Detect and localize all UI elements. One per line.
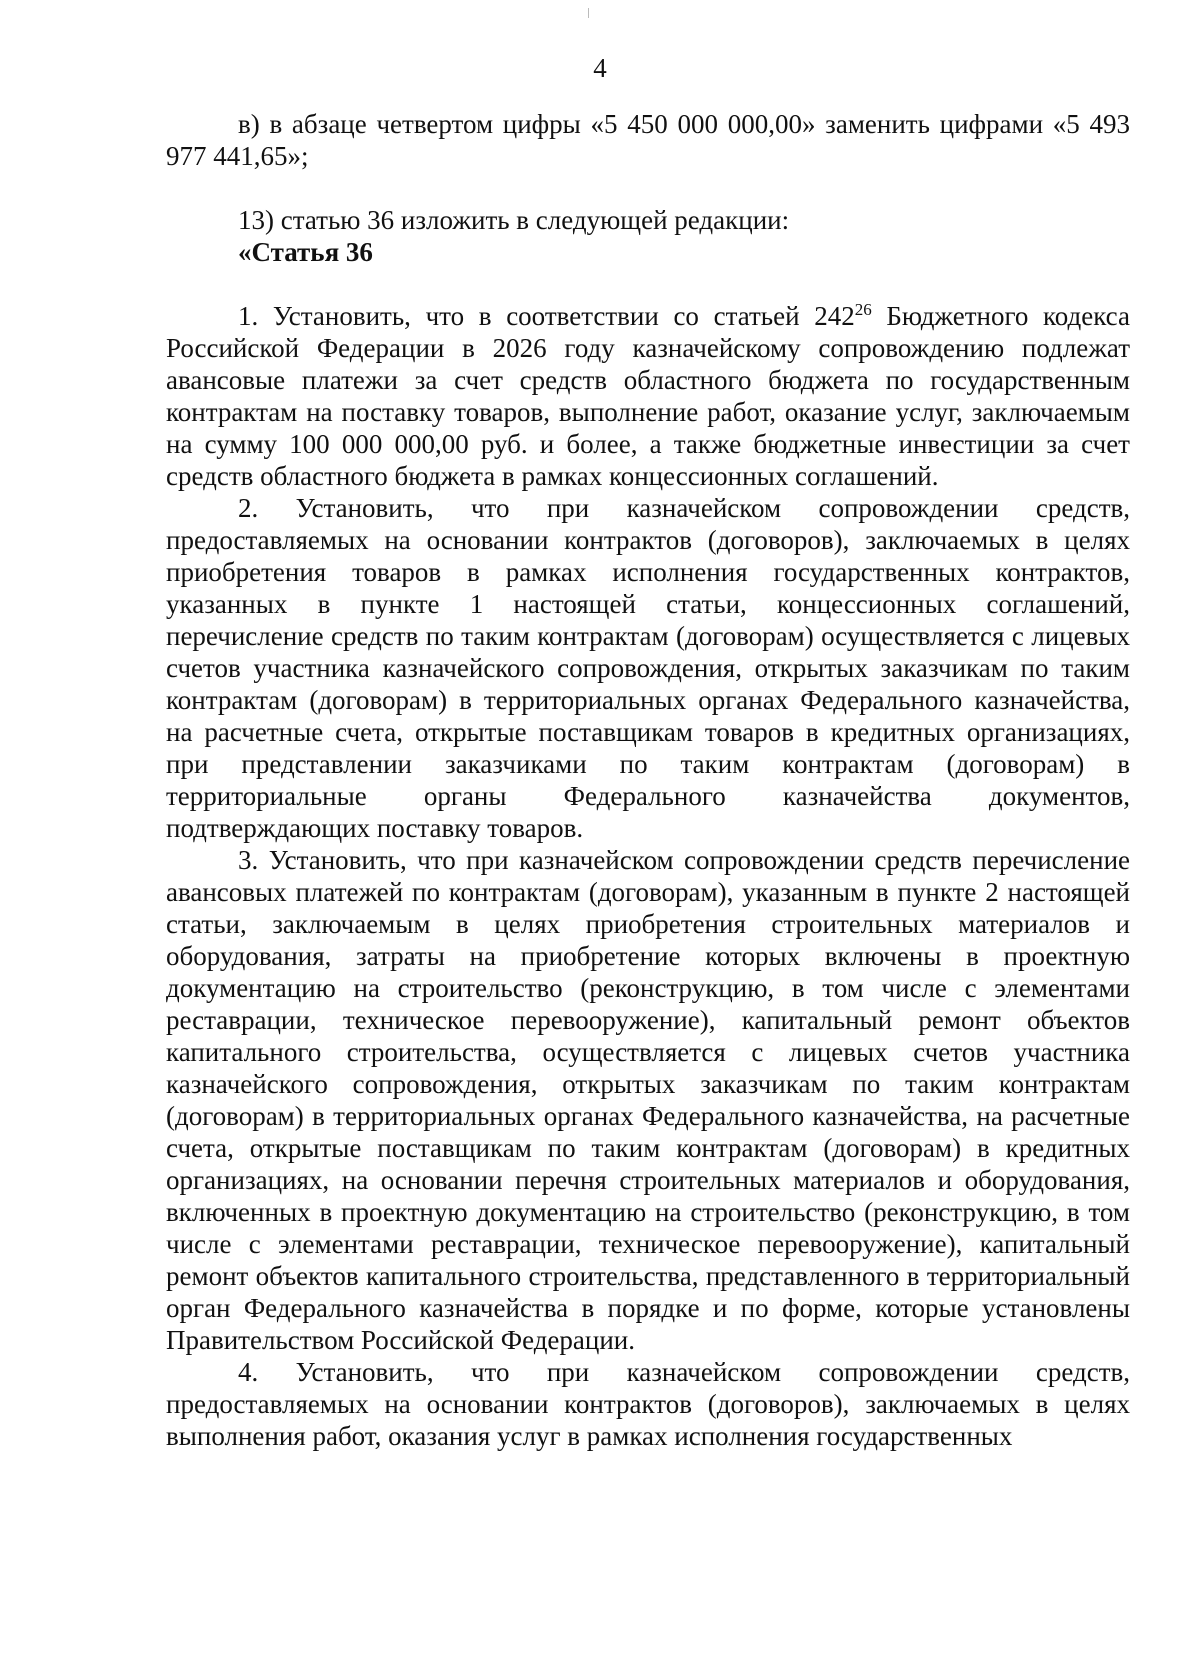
document-body <box>166 108 1130 1452</box>
clause-1-text-start: 1. Установить, что в соответствии со статьей 242 <box>238 301 855 331</box>
page-number: 4 <box>593 53 607 83</box>
spacer <box>166 172 1130 204</box>
paragraph-item-13: 13) статью 36 изложить в следующей редакции: <box>238 205 790 235</box>
article-heading: «Статья 36 <box>238 237 373 267</box>
paragraph-clause-4: 4. Установить, что при казначейском сопровождении средств, предоставляемых на основании контрактов (договоров), заключаемых в целях выполнения работ, оказания услуг в рамках исполнения государственных <box>166 1357 1130 1451</box>
paragraph-clause-2: 2. Установить, что при казначейском сопровождении средств, предоставляемых на основании контрактов (договоров), заключаемых в целях приобретения товаров в рамках исполнения государственных контрактов, указанных в пункте 1 настоящей статьи, концессионных соглашений, перечисление средств по таким контрактам (договорам) осуществляется с лицевых счетов участника казначейского сопровождения, открытых заказчикам по таким контрактам (договорам) в территориальных органах Федерального казначейства, на расчетные счета, открытые поставщикам товаров в кредитных организациях, при представлении заказчиками по таким контрактам (договорам) в территориальные органы Федерального казначейства документов, подтверждающих поставку товаров. <box>166 493 1130 843</box>
paragraph-clause-1 <box>166 300 1130 492</box>
article-superscript: 26 <box>854 300 872 319</box>
spacer <box>166 268 1130 300</box>
paragraph-clause-3: 3. Установить, что при казначейском сопровождении средств перечисление авансовых платежей по контрактам (договорам), указанным в пункте 2 настоящей статьи, заключаемым в целях приобретения строительных материалов и оборудования, затраты на приобретение которых включены в проектную документацию на строительство (реконструкцию, в том числе с элементами реставрации, техническое перевооружение), капитальный ремонт объектов капитального строительства, осуществляется с лицевых счетов участника казначейского сопровождения, открытых заказчикам по таким контрактам (договорам) в территориальных органах Федерального казначейства, на расчетные счета, открытые поставщикам по таким контрактам (договорам) в кредитных организациях, на основании перечня строительных материалов и оборудования, включенных в проектную документацию на строительство (реконструкцию, в том числе с элементами реставрации, техническое перевооружение), капитальный ремонт объектов капитального строительства, представленного в территориальный орган Федерального казначейства в порядке и по форме, которые установлены Правительством Российской Федерации. <box>166 845 1130 1355</box>
paragraph-amendment-v: в) в абзаце четвертом цифры «5 450 000 000,00» заменить цифрами «5 493 977 441,65»; <box>166 109 1130 171</box>
clause-1-text-end: Бюджетного кодекса Российской Федерации в 2026 году казначейскому сопровождению подлежат авансовые платежи за счет средств областного бюджета по государственным контрактам на поставку товаров, выполнение работ, оказание услуг, заключаемым на сумму 100 000 000,00 руб. и более, а также бюджетные инвестиции за счет средств областного бюджета в рамках концессионных соглашений. <box>166 301 1130 491</box>
scan-artifact <box>588 8 589 18</box>
